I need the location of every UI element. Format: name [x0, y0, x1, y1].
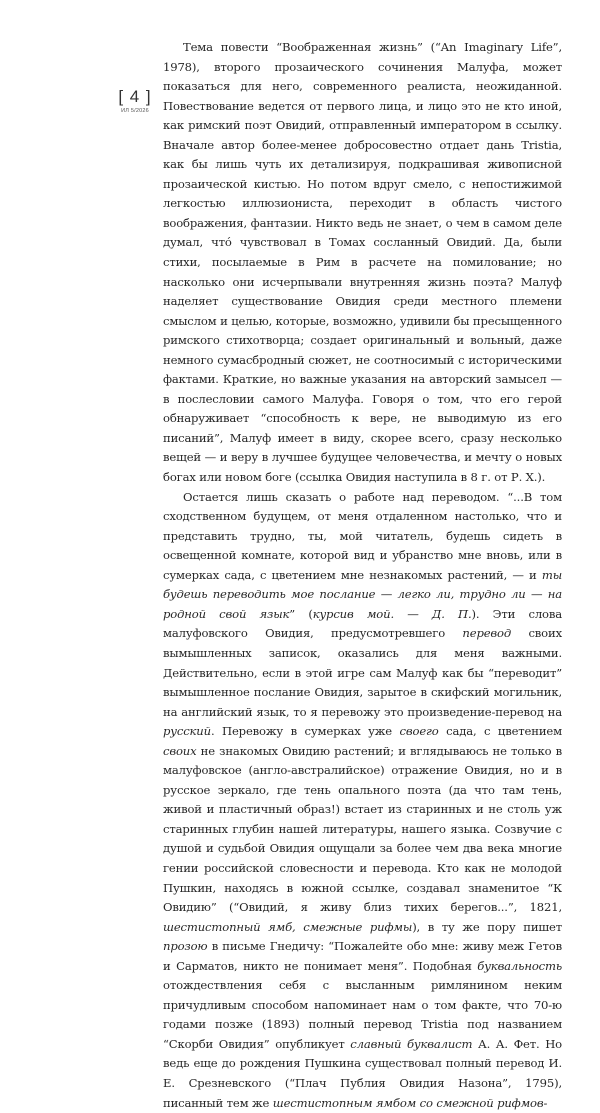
text-run: сада, с цветением: [438, 724, 562, 739]
text-run: ” (: [289, 606, 313, 621]
text-run: А. А. Фет. Но ведь еще до рождения Пушкина существовал полный перевод И. Е. Срезневского (“Плач Публия Овидия Назона”, 1795), писанный тем же: [163, 1036, 562, 1110]
italic-run: курсив мой. — Д. П.: [312, 606, 472, 621]
article-body: [163, 38, 562, 1113]
paragraph-intro: [163, 38, 562, 488]
text-run: в письме Гнедичу: “Пожалейте обо мне: живу меж Гетов и Сарматов, никто не понимает меня”. Подобная: [163, 939, 562, 973]
paragraph-translation: [163, 488, 562, 1113]
text-run: Тема повести “Воображенная жизнь” (“An Imaginary Life”, 1978), второго прозаического сочинения Малуфа, может показаться для него, современного реалиста, неожиданной. Повествование ведется от первого лица, и лицо это не кто иной, как римский поэт Овидий, отправленный императором в ссылку. Вначале автор более-менее добросовестно отдает дань Tristia, как бы лишь чуть их детализируя, подкрашивая живописной прозаической кистью. Но потом вдруг смело, с непостижимой легкостью иллюзиониста, переходит в область чистого воображения, фантазии. Никто ведь не знает, о чем в самом деле думал, что́ чувствовал в Томах сосланный Овидий. Да, были стихи, посылаемые в Рим в расчете на помилование; но насколько они исчерпывали внутренняя жизнь поэта? Малуф наделяет существование Овидия среди местного племени смыслом и целью, которые, возможно, удивили бы пресыщенного римского стихотворца; создает оригинальный и вольный, даже немного сумасбродный сюжет, не соотносимый с историческими фактами. Краткие, но важные указания на авторский замысел — в послесловии самого Малуфа. Говоря о том, что его герой обнаруживает “способность к вере, не выводимую из его писаний”, Малуф имеет в виду, скорее всего, сразу несколько вещей — и веру в лучшее будущее человечества, и мечту о новых богах или новом боге (ссылка Овидия наступила в 8 г. от Р. Х.).: [163, 40, 562, 485]
italic-run: ты будешь переводить мое послание — легко ли, трудно ли — на родной свой язык: [163, 567, 562, 621]
italic-run: своего: [399, 724, 439, 739]
italic-run: перевод: [462, 626, 512, 641]
text-run: отождествления себя с высланным римлянином неким причудливым способом напоминает нам о том факте, что 70-ю годами позже (1893) полный перевод Tristia под названием “Скорби Овидия” опубликует: [163, 978, 562, 1051]
italic-run: шестистопным ямбом со смежной рифмов-: [272, 1095, 548, 1110]
issue-label: ИЛ 5/2026: [121, 108, 149, 114]
italic-run: славный буквалист: [350, 1036, 473, 1051]
italic-run: шестистопный ямб, смежные рифмы: [163, 919, 413, 934]
text-run: ), в ту же пору пишет: [412, 919, 562, 934]
italic-run: прозою: [163, 939, 208, 954]
italic-run: буквальность: [477, 958, 562, 973]
italic-run: русский: [163, 724, 211, 739]
text-run: Остается лишь сказать о работе над переводом. “...В том сходственном будущем, от меня отдаленном настолько, что и представить трудно, ты, мой читатель, будешь сидеть в освещенной комнате, которой вид и убранство мне вновь, или в сумерках сада, с цветением мне незнакомых растений, — и: [163, 489, 562, 582]
page-number: [ 4 ]: [118, 87, 152, 106]
text-run: не знакомых Овидию растений; и вглядываюсь не только в малуфовское (англо-австралийское) отражение Овидия, но и в русское зеркало, где тень опального поэта (да что там тень, живой и пластичный образ!) встает из старинных и не столь уж старинных глубин нашей литературы, нашего языка. Созвучие с душой и судьбой Овидия ощущали за более чем два века многие гении российской словесности и перевода. Кто как не молодой Пушкин, находясь в южной ссылке, создавал знаменитое “К Овидию” (“Овидий, я живу близ тихих берегов...”, 1821,: [163, 743, 562, 915]
text-run: ). Эти слова малуфовского Овидия, предусмотревшего: [163, 606, 563, 641]
italic-run: своих: [163, 743, 197, 758]
text-run: своих вымышленных записок, оказались для меня важными. Действительно, если в этой игре сам Малуф как бы “переводит” вымышленное послание Овидия, зарытое в скифский могильник, на английский язык, то я перевожу это произведение-перевод на: [163, 626, 562, 719]
text-run: . Перевожу в сумерках уже: [210, 724, 400, 739]
running-margin: [113, 88, 157, 115]
